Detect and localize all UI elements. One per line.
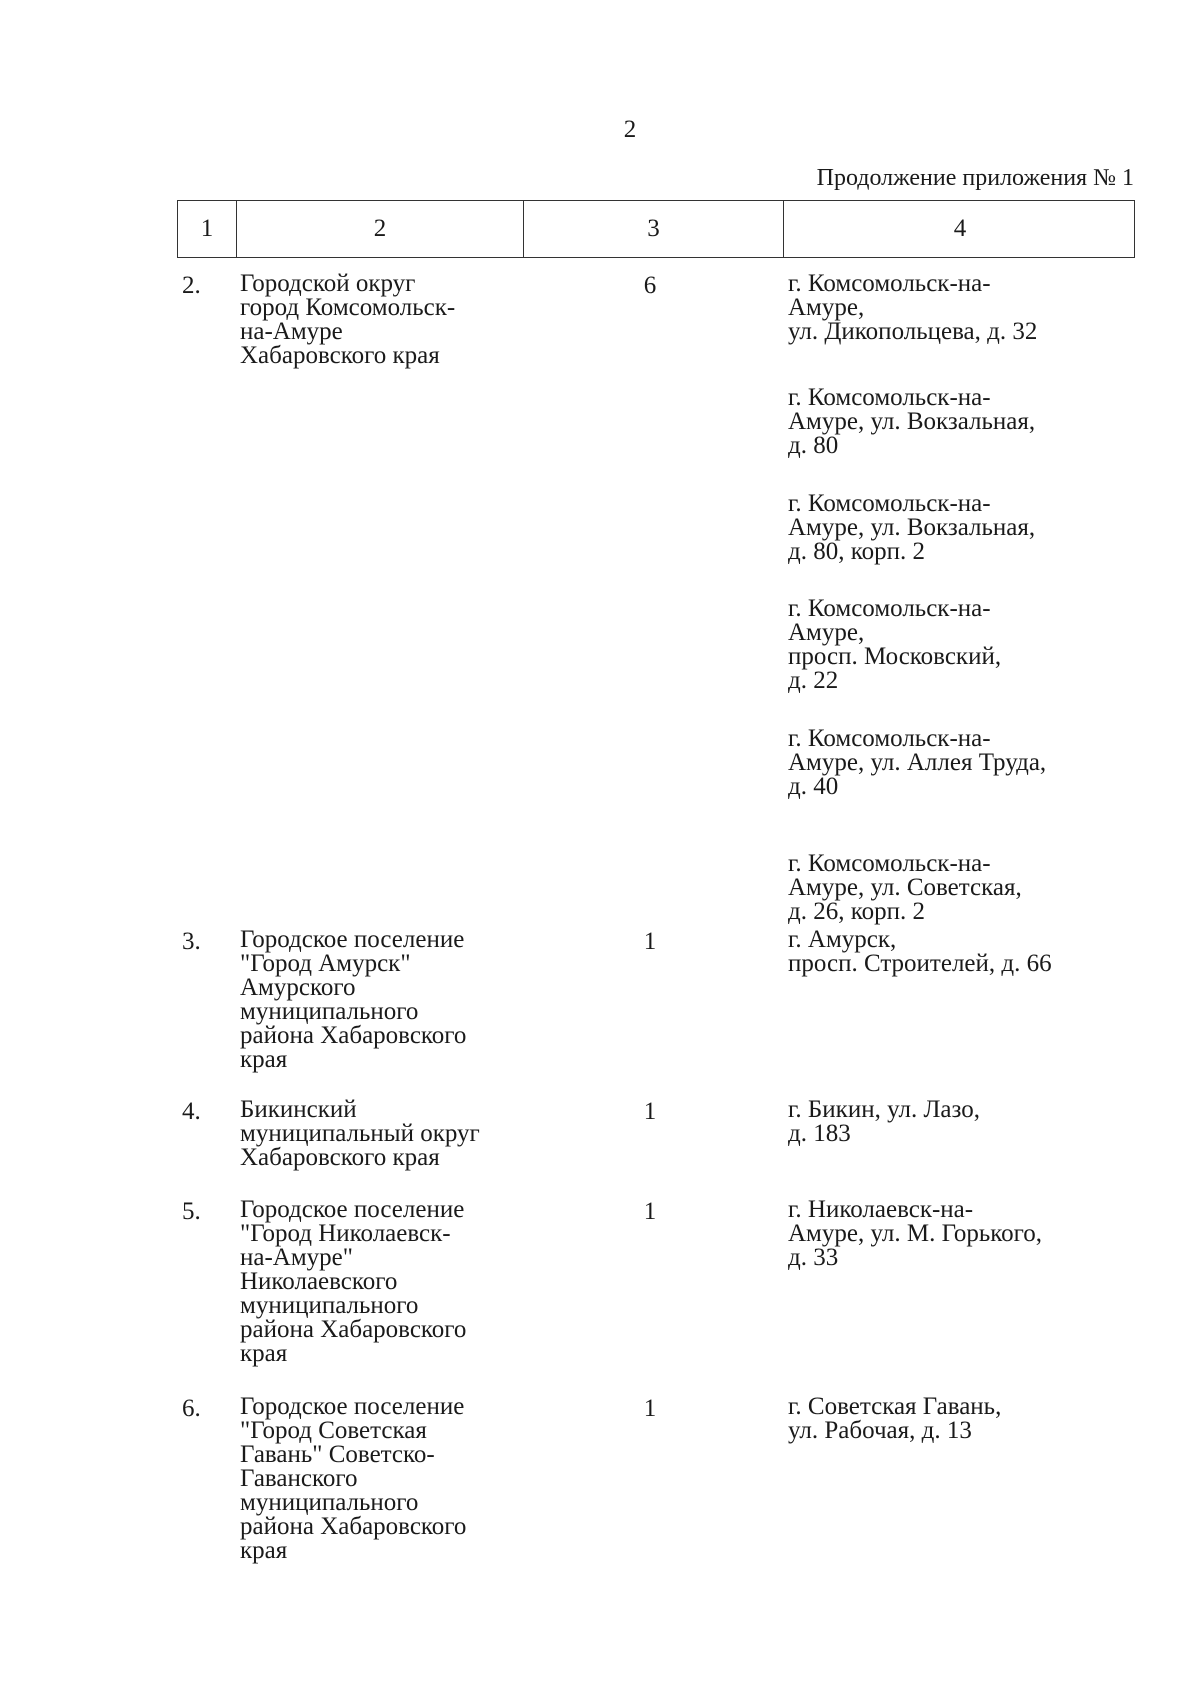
- row-number: 6.: [182, 1395, 201, 1422]
- text-line: г. Амурск,: [788, 926, 897, 953]
- text-line: г. Комсомольск-на-: [788, 595, 991, 622]
- text-line: Городское поселение: [240, 1393, 465, 1420]
- text-line: д. 40: [788, 773, 839, 800]
- text-line: Городской округ: [240, 270, 416, 297]
- text-line: город Комсомольск-: [240, 294, 456, 321]
- municipality-name: [240, 928, 530, 1072]
- text-line: района Хабаровского: [240, 1022, 467, 1049]
- header-col-2: 2: [236, 201, 523, 257]
- address-item: [788, 1098, 1118, 1146]
- text-line: края: [240, 1537, 288, 1564]
- text-line: просп. Московский,: [788, 643, 1002, 670]
- address-item: [788, 597, 1118, 693]
- text-line: Амуре, ул. Советская,: [788, 874, 1022, 901]
- text-line: д. 33: [788, 1244, 839, 1271]
- text-line: Амуре,: [788, 294, 865, 321]
- text-line: ул. Рабочая, д. 13: [788, 1417, 972, 1444]
- row-number: 5.: [182, 1198, 201, 1225]
- municipality-name: [240, 272, 530, 368]
- address-item: [788, 928, 1118, 976]
- header-col-4: 4: [783, 201, 1136, 257]
- text-line: района Хабаровского: [240, 1513, 467, 1540]
- text-line: Бикинский: [240, 1096, 357, 1123]
- text-line: ул. Дикопольцева, д. 32: [788, 318, 1038, 345]
- table-header: [177, 200, 1135, 258]
- header-col-3: 3: [523, 201, 783, 257]
- text-line: края: [240, 1340, 288, 1367]
- text-line: д. 26, корп. 2: [788, 898, 925, 925]
- text-line: Городское поселение: [240, 926, 465, 953]
- text-line: района Хабаровского: [240, 1316, 467, 1343]
- text-line: муниципального: [240, 1292, 419, 1319]
- text-line: Амуре, ул. Вокзальная,: [788, 408, 1036, 435]
- count-cell: 1: [643, 1098, 657, 1125]
- page-number: 2: [623, 116, 637, 143]
- text-line: на-Амуре": [240, 1244, 353, 1271]
- text-line: Хабаровского края: [240, 342, 440, 369]
- text-line: края: [240, 1046, 288, 1073]
- text-line: муниципального: [240, 998, 419, 1025]
- text-line: г. Бикин, ул. Лазо,: [788, 1096, 980, 1123]
- text-line: Амуре, ул. Вокзальная,: [788, 514, 1036, 541]
- row-number: 2.: [182, 272, 201, 299]
- text-line: г. Комсомольск-на-: [788, 384, 991, 411]
- municipality-name: [240, 1198, 530, 1366]
- text-line: г. Комсомольск-на-: [788, 270, 991, 297]
- municipality-name: [240, 1098, 530, 1170]
- text-line: "Город Амурск": [240, 950, 411, 977]
- row-number: 3.: [182, 928, 201, 955]
- count-cell: 1: [643, 1198, 657, 1225]
- text-line: д. 80: [788, 432, 839, 459]
- count-cell: 1: [643, 1395, 657, 1422]
- text-line: Амуре, ул. Аллея Труда,: [788, 749, 1047, 776]
- text-line: г. Комсомольск-на-: [788, 490, 991, 517]
- text-line: г. Комсомольск-на-: [788, 725, 991, 752]
- text-line: Николаевского: [240, 1268, 398, 1295]
- text-line: Амуре, ул. М. Горького,: [788, 1220, 1042, 1247]
- address-item: [788, 727, 1118, 799]
- header-col-1: 1: [200, 215, 214, 242]
- continuation-label: Продолжение приложения № 1: [816, 165, 1134, 191]
- text-line: Городское поселение: [240, 1196, 465, 1223]
- text-line: Гавань" Советско-: [240, 1441, 435, 1468]
- text-line: д. 22: [788, 667, 839, 694]
- text-line: Амурского: [240, 974, 356, 1001]
- text-line: Гаванского: [240, 1465, 358, 1492]
- text-line: просп. Строителей, д. 66: [788, 950, 1052, 977]
- text-line: г. Советская Гавань,: [788, 1393, 1002, 1420]
- text-line: г. Комсомольск-на-: [788, 850, 991, 877]
- text-line: "Город Советская: [240, 1417, 427, 1444]
- address-item: [788, 1395, 1118, 1443]
- text-line: "Город Николаевск-: [240, 1220, 451, 1247]
- text-line: муниципальный округ: [240, 1120, 480, 1147]
- text-line: д. 183: [788, 1120, 851, 1147]
- count-cell: 1: [643, 928, 657, 955]
- text-line: Амуре,: [788, 619, 865, 646]
- address-item: [788, 492, 1118, 564]
- address-item: [788, 272, 1118, 344]
- municipality-name: [240, 1395, 530, 1563]
- text-line: д. 80, корп. 2: [788, 538, 925, 565]
- address-item: [788, 1198, 1118, 1270]
- text-line: Хабаровского края: [240, 1144, 440, 1171]
- address-item: [788, 852, 1118, 924]
- row-number: 4.: [182, 1098, 201, 1125]
- text-line: на-Амуре: [240, 318, 343, 345]
- address-item: [788, 386, 1118, 458]
- text-line: муниципального: [240, 1489, 419, 1516]
- count-cell: 6: [643, 272, 657, 299]
- text-line: г. Николаевск-на-: [788, 1196, 974, 1223]
